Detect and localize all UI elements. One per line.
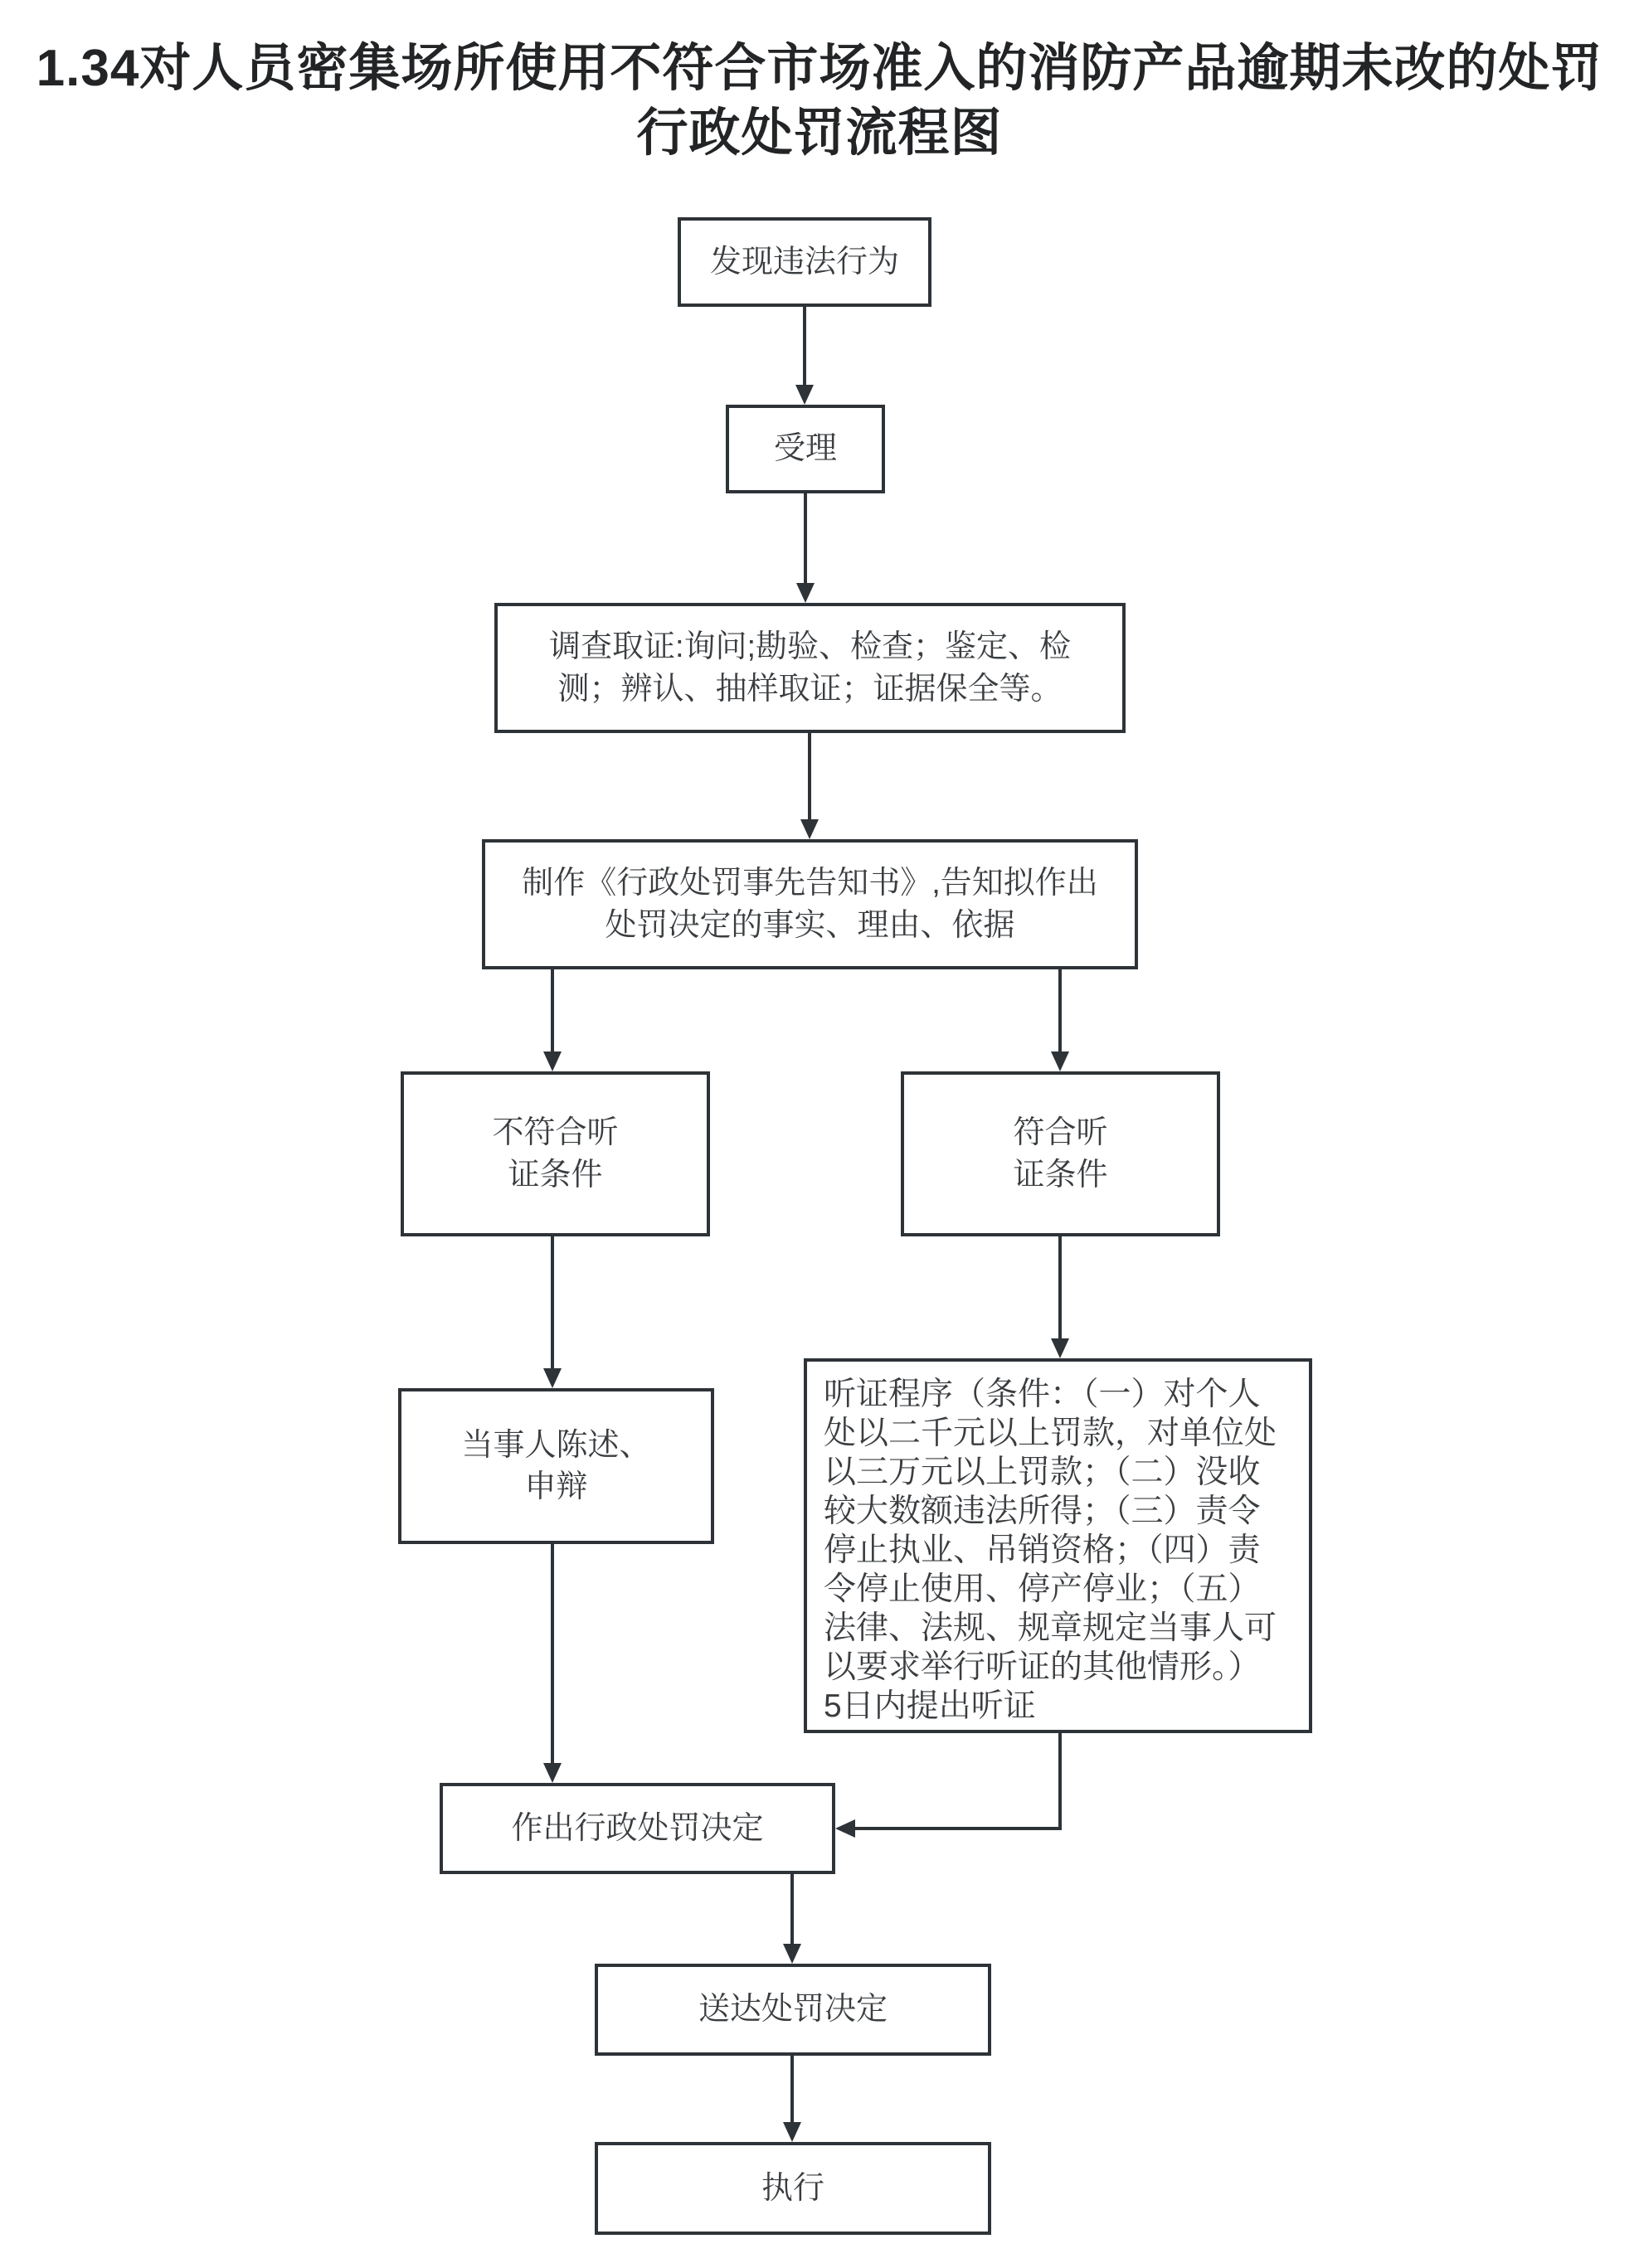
node-hearing-procedure: [804, 1358, 1312, 1733]
arrow-line-not-meet-to-statement: [551, 1236, 554, 1370]
arrowhead-notice-to-not-meet: [543, 1051, 562, 1071]
arrowhead-deliver-to-execute: [783, 2122, 801, 2142]
node-deliver-penalty-decision: [595, 1964, 991, 2056]
node-label: 听证程序（条件：（一）对个人 处以二千元以上罚款，对单位处 以三万元以上罚款；（二）没收 较大数额违法所得；（三）责令 停止执业、吊销资格；（四）责 令停止使用、停产停业；（五） 法律、法规、规章规定当事人可 以要求举行听证的其他情形。） 5日内提出听证: [824, 1377, 1277, 1724]
title-line-1: 1.34对人员密集场所使用不符合市场准入的消防产品逾期未改的处罚: [36, 40, 1603, 97]
arrow-line-notice-to-meet: [1058, 969, 1062, 1053]
node-execute: [595, 2142, 991, 2235]
arrow-line-deliver-to-execute: [790, 2056, 794, 2124]
node-advance-notice: [482, 839, 1138, 969]
node-party-statement-defense: [398, 1388, 714, 1544]
node-label: 送达处罚决定: [698, 1992, 888, 2028]
arrowhead-statement-to-decision: [543, 1763, 562, 1783]
node-label: 受理: [773, 431, 837, 467]
arrowhead-notice-to-meet: [1051, 1051, 1069, 1071]
node-accept: [726, 405, 885, 493]
arrow-line-discover-to-accept: [803, 307, 806, 386]
arrow-line-decision-to-deliver: [790, 1874, 794, 1945]
node-meet-hearing-conditions: [901, 1071, 1220, 1236]
node-label: 作出行政处罚决定: [511, 1810, 764, 1846]
node-label: 执行: [761, 2170, 824, 2206]
node-label: 当事人陈述、 申辩: [461, 1427, 651, 1504]
arrowhead-discover-to-accept: [795, 385, 814, 405]
arrowhead-accept-to-investigate: [796, 583, 815, 603]
node-label: 不符合听 证条件: [492, 1115, 619, 1192]
node-label: 制作《行政处罚事先告知书》,告知拟作出 处罚决定的事实、理由、依据: [522, 866, 1098, 943]
arrow-line-meet-to-hearing: [1058, 1236, 1062, 1340]
node-investigate-evidence: [494, 603, 1126, 733]
title-line-2: 行政处罚流程图: [636, 104, 1003, 162]
node-label: 调查取证:询问;勘验、检查；鉴定、检 测；辨认、抽样取证；证据保全等。: [548, 629, 1072, 707]
arrowhead-decision-to-deliver: [783, 1944, 801, 1964]
page-title: [0, 36, 1639, 166]
arrow-line-notice-to-not-meet: [551, 969, 554, 1053]
arrowhead-investigate-to-notice: [800, 819, 819, 839]
node-label: 发现违法行为: [709, 244, 899, 279]
arrowhead-hearing-to-decision: [835, 1819, 855, 1838]
arrow-line-hearing-down: [1058, 1733, 1062, 1830]
arrow-line-investigate-to-notice: [808, 733, 811, 821]
arrowhead-not-meet-to-statement: [543, 1368, 562, 1388]
node-label: 符合听 证条件: [1013, 1115, 1108, 1192]
arrow-line-hearing-to-decision: [854, 1827, 1060, 1830]
arrowhead-meet-to-hearing: [1051, 1338, 1069, 1358]
arrow-line-statement-to-decision: [551, 1544, 554, 1765]
node-discover-violation: [678, 217, 931, 307]
node-make-penalty-decision: [440, 1783, 835, 1874]
node-not-meet-hearing-conditions: [401, 1071, 710, 1236]
arrow-line-accept-to-investigate: [804, 493, 807, 585]
